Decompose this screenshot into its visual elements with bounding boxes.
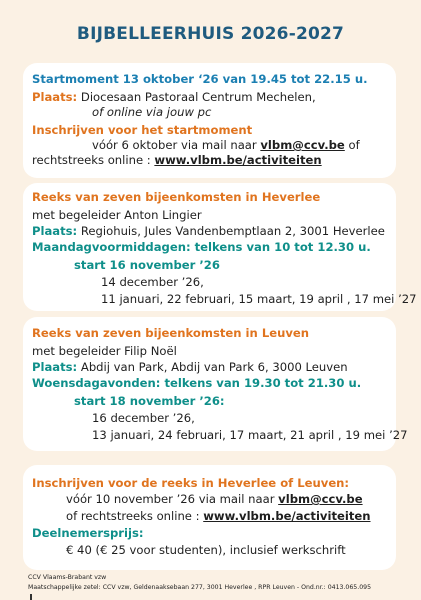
online-note: of online via jouw pc xyxy=(92,105,212,119)
heverlee-begeleider: met begeleider Anton Lingier xyxy=(32,208,202,222)
footer-address: Maatschappelijke zetel: CCV vzw, Geldenaaksebaan 277, 3001 Heverlee , RPR Leuven - Ond.nr.: 0413.065.095 xyxy=(28,584,371,591)
footer-org: CCV Vlaams-Brabant vzw xyxy=(28,574,107,581)
startmoment-heading: Startmoment 13 oktober ‘26 van 19.45 tot 22.15 u. xyxy=(32,72,368,86)
leuven-card xyxy=(23,317,408,451)
plaats-value: Diocesaan Pastoraal Centrum Mechelen, xyxy=(80,90,316,104)
inschrijving-heading: Inschrijven voor de reeks in Heverlee of Leuven: xyxy=(32,476,350,490)
leuven-heading: Reeks van zeven bijeenkomsten in Leuven xyxy=(32,326,310,340)
heverlee-dates-1: 14 december ’26, xyxy=(101,275,204,289)
heverlee-schedule: Maandagvoormiddagen: telkens van 10 tot 12.30 u. xyxy=(32,240,371,254)
heverlee-start: start 16 november ’26 xyxy=(74,258,220,272)
startmoment-card xyxy=(23,63,396,178)
inschrijven-title: Inschrijven voor het startmoment xyxy=(32,123,253,137)
inschrijving-line-1 xyxy=(66,492,363,506)
leuven-dates-2: 13 januari, 24 februari, 17 maart, 21 april , 19 mei ’27 xyxy=(92,428,408,442)
plaats-line xyxy=(32,90,316,104)
inschrijven-text-end: of xyxy=(344,138,360,152)
leuven-begeleider: met begeleider Filip Noël xyxy=(32,344,177,358)
mail-link[interactable]: vlbm@ccv.be xyxy=(260,138,345,152)
prijs-label: Deelnemersprijs: xyxy=(32,526,144,540)
plaats-value: Regiohuis, Jules Vandenbemptlaan 2, 3001 Heverlee xyxy=(80,224,385,238)
leuven-schedule: Woensdagavonden: telkens van 19.30 tot 21.30 u. xyxy=(32,376,362,390)
online-text: of rechtstreeks online : xyxy=(66,509,204,523)
prijs-value: € 40 (€ 25 voor studenten), inclusief werkschrift xyxy=(66,543,346,557)
inschrijven-line-1 xyxy=(92,138,360,152)
plaats-label: Plaats: xyxy=(32,360,78,374)
inschrijving-text: vóór 10 november ’26 via mail naar xyxy=(66,492,279,506)
leuven-dates-1: 16 december ’26, xyxy=(92,411,195,425)
mail-link[interactable]: vlbm@ccv.be xyxy=(278,492,363,506)
page-title: BIJBELLEERHUIS 2026-2027 xyxy=(76,24,345,44)
leuven-plaats xyxy=(32,360,348,374)
heverlee-dates-2: 11 januari, 22 februari, 15 maart, 19 april , 17 mei ’27 xyxy=(101,292,417,306)
heverlee-card xyxy=(23,183,417,311)
plaats-label: Plaats: xyxy=(32,224,78,238)
website-link[interactable]: www.vlbm.be/activiteiten xyxy=(203,509,371,523)
inschrijven-line-2 xyxy=(32,153,322,167)
heverlee-plaats xyxy=(32,224,385,238)
heverlee-heading: Reeks van zeven bijeenkomsten in Heverlee xyxy=(32,190,321,204)
plaats-value: Abdij van Park, Abdij van Park 6, 3000 Leuven xyxy=(80,360,348,374)
online-text: rechtstreeks online : xyxy=(32,153,155,167)
inschrijving-line-2 xyxy=(66,509,371,523)
page-mark xyxy=(30,594,32,600)
website-link[interactable]: www.vlbm.be/activiteiten xyxy=(154,153,322,167)
plaats-label: Plaats: xyxy=(32,90,78,104)
inschrijving-card xyxy=(23,465,396,570)
inschrijven-text: vóór 6 oktober via mail naar xyxy=(92,138,261,152)
leuven-start: start 18 november ’26: xyxy=(74,394,225,408)
